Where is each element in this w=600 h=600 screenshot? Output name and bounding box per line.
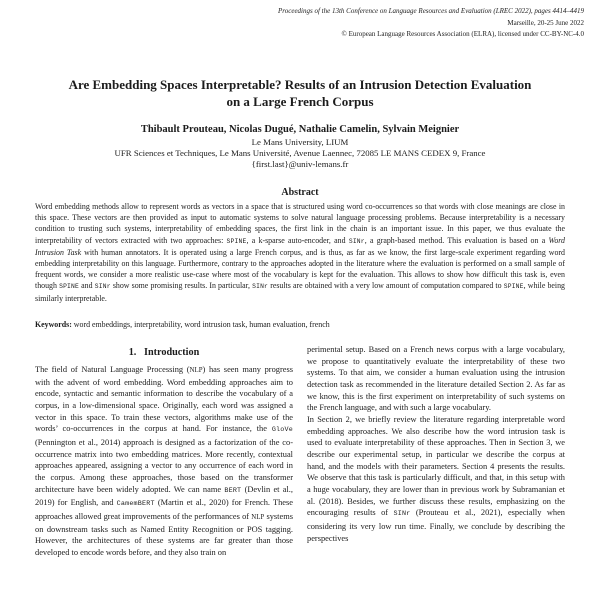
affiliation-email: {first.last}@univ-lemans.fr	[251, 159, 349, 169]
intro-paragraph: The field of Natural Language Processing (NLP) has seen many progress with the advent of word embedding. Word embedding approaches aim to encode, syntactic and semantic information to describe the vocabulary of a corpus, in a low-dimensional space. Originally, each word was assigned a vector in this space. To train these vectors, algorithms make use of the words’ co-occurrences in the corpus at hand. For instance, the GloVe (Pennington et al., 2014) approach is designed as a factorization of the co-occurrence matrix into two embedding matrices. More recently, contextual approaches appeared, assigning a vector to any occurrence of each word in the corpus. Among these approaches, those based on the transformer architecture have been widely adopted. We can name BERT (Devlin et al., 2019) for English, and CamemBERT (Martin et al., 2020) for French. These approaches allowed great improvements of the performances of NLP systems on downstream tasks such as Named Entity Recognition or POS tagging. However, the architectures of these systems are far greater than those developed to encode words before, and they also train on	[35, 365, 293, 557]
keywords-line	[35, 319, 565, 330]
proceedings-location-date: Marseille, 20-25 June 2022	[507, 18, 584, 27]
affiliation-institution: Le Mans University, LIUM	[251, 137, 349, 147]
column-right	[307, 344, 565, 600]
affiliation-address: UFR Sciences et Techniques, Le Mans Université, Avenue Laennec, 72085 LE MANS CEDEX 9, France	[114, 148, 486, 158]
keywords-text: word embeddings, interpretability, word intrusion task, human evaluation, french	[71, 320, 330, 329]
right-paragraph-2: In Section 2, we briefly review the literature regarding interpretable word embedding approaches. We also describe how the word intrusion task is used to evaluate interpretability of these approaches. Then in Section 3, we describe our experimental setup, in particular we describe the corpus at hand, and the models with their parameters. Section 4 presents the results. We observe that this task is particularly difficult, and that, in this setup with a huge vocabulary, they are lower than in previous work by Subramanian et al. (2018). Besides, we further discuss these results, emphasizing on the encouraging results of SINr (Prouteau et al., 2021), especially when considering its very low run time. Finally, we conclude by describing the perspectives	[307, 414, 565, 543]
authors-line: Thibault Prouteau, Nicolas Dugué, Nathalie Camelin, Sylvain Meignier	[140, 124, 460, 135]
column-left	[35, 344, 293, 600]
abstract-text: Word embedding methods allow to represent words as vectors in a space that is structured using word co-occurrences so that words with close meanings are close in this space. These vectors are then provided as input to automatic systems to solve natural language processing problems. Because interpretability is a necessary condition to trusting such systems, interpretability of embedding spaces, the first link in the chain is an important issue. In this paper, we thus evaluate the interpretability of vectors extracted with two approaches: SPINE, a k-sparse auto-encoder, and SINr, a graph-based method. This evaluation is based on a Word Intrusion Task with human annotators. It is operated using a large French corpus, and is thus, as far as we know, the first large-scale experiment regarding word embedding interpretability on this language. Furthermore, contrary to the approaches adopted in the literature where the evaluation is performed on a small sample of frequent words, we consider a more realistic use-case where most of the vocabulary is kept for the evaluation. This allows to show how difficult this task is, even though SPINE and SINr show some promising results. In particular, SINr results are obtained with a very low amount of computation compared to SPINE, while being similarly interpretable.	[35, 202, 566, 303]
affiliation-block	[20, 137, 580, 170]
keywords-label: Keywords:	[35, 320, 72, 329]
proceedings-header	[278, 6, 584, 41]
right-paragraph-1: perimental setup. Based on a French news corpus with a large vocabulary, we propose to quantitatively evaluate the interpretability of these two systems. To that aim, we consider a human evaluation using the intrusion detection task as recommended in the literature detailed Section 2. As far as we know, this is the first experiment on interpretability of such systems on the French language, and with such a large vocabulary.	[307, 345, 565, 413]
proceedings-line: Proceedings of the 13th Conference on Language Resources and Evaluation (LREC 2022), pages 4414–4419	[277, 7, 584, 15]
proceedings-copyright: © European Language Resources Association (ELRA), licensed under CC-BY-NC-4.0	[341, 30, 584, 38]
page-title: Are Embedding Spaces Interpretable? Results of an Intrusion Detection Evaluation on a Large French Corpus	[68, 77, 532, 109]
abstract-heading: Abstract	[281, 187, 319, 198]
section-heading-introduction: 1. Introduction	[128, 347, 200, 358]
